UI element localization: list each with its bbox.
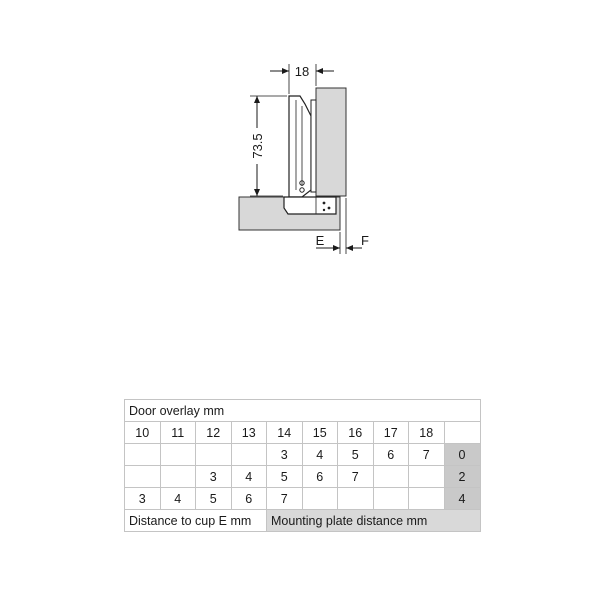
table-row xyxy=(125,488,481,510)
cup-distance-cell xyxy=(302,488,338,510)
overlay-value: 11 xyxy=(160,422,196,444)
cup-distance-cell xyxy=(125,466,161,488)
cup-distance-cell xyxy=(373,488,409,510)
cup-distance-cell: 5 xyxy=(196,488,232,510)
overlay-value: 17 xyxy=(373,422,409,444)
plate-distance-caption: Mounting plate distance mm xyxy=(267,510,481,532)
dimension-f-label: F xyxy=(361,233,369,248)
cup-distance-cell: 3 xyxy=(125,488,161,510)
cup-distance-cell: 6 xyxy=(373,444,409,466)
overlay-value: 14 xyxy=(267,422,303,444)
cup-distance-cell xyxy=(196,444,232,466)
cup-distance-cell: 6 xyxy=(231,488,267,510)
cup-distance-cell: 7 xyxy=(338,466,374,488)
cup-distance-cell: 7 xyxy=(409,444,445,466)
plate-distance-cell: 0 xyxy=(444,444,480,466)
dimension-height-label: 73.5 xyxy=(250,133,265,159)
plate-distance-cell: 2 xyxy=(444,466,480,488)
cup-distance-cell: 4 xyxy=(160,488,196,510)
overlay-header-blank xyxy=(444,422,480,444)
cup-distance-cell xyxy=(125,444,161,466)
overlay-header-row xyxy=(125,422,481,444)
cup-distance-cell xyxy=(231,444,267,466)
cabinet-side-panel xyxy=(316,88,346,196)
cup-distance-cell: 7 xyxy=(267,488,303,510)
plate-distance-cell: 4 xyxy=(444,488,480,510)
hinge-cup xyxy=(284,197,336,214)
dimension-top-label: 18 xyxy=(294,64,310,79)
overlay-value: 18 xyxy=(409,422,445,444)
cup-distance-cell xyxy=(409,466,445,488)
mounting-plate xyxy=(311,100,316,192)
table-title: Door overlay mm xyxy=(125,400,481,422)
door-overlay-table xyxy=(124,399,481,532)
cup-distance-cell xyxy=(373,466,409,488)
cup-distance-cell: 6 xyxy=(302,466,338,488)
cup-distance-cell xyxy=(160,466,196,488)
cup-distance-cell: 3 xyxy=(196,466,232,488)
cup-distance-cell xyxy=(338,488,374,510)
cup-distance-cell: 4 xyxy=(231,466,267,488)
cup-distance-cell xyxy=(409,488,445,510)
cup-distance-cell: 3 xyxy=(267,444,303,466)
overlay-value: 15 xyxy=(302,422,338,444)
cup-distance-caption: Distance to cup E mm xyxy=(125,510,267,532)
overlay-value: 13 xyxy=(231,422,267,444)
cup-distance-cell: 5 xyxy=(267,466,303,488)
overlay-value: 10 xyxy=(125,422,161,444)
table-row xyxy=(125,444,481,466)
overlay-value: 16 xyxy=(338,422,374,444)
cup-distance-cell: 4 xyxy=(302,444,338,466)
hinge-drawing xyxy=(0,0,600,270)
cup-distance-cell xyxy=(160,444,196,466)
table-row xyxy=(125,466,481,488)
dimension-e-label: E xyxy=(315,233,325,248)
cup-distance-cell: 5 xyxy=(338,444,374,466)
overlay-value: 12 xyxy=(196,422,232,444)
